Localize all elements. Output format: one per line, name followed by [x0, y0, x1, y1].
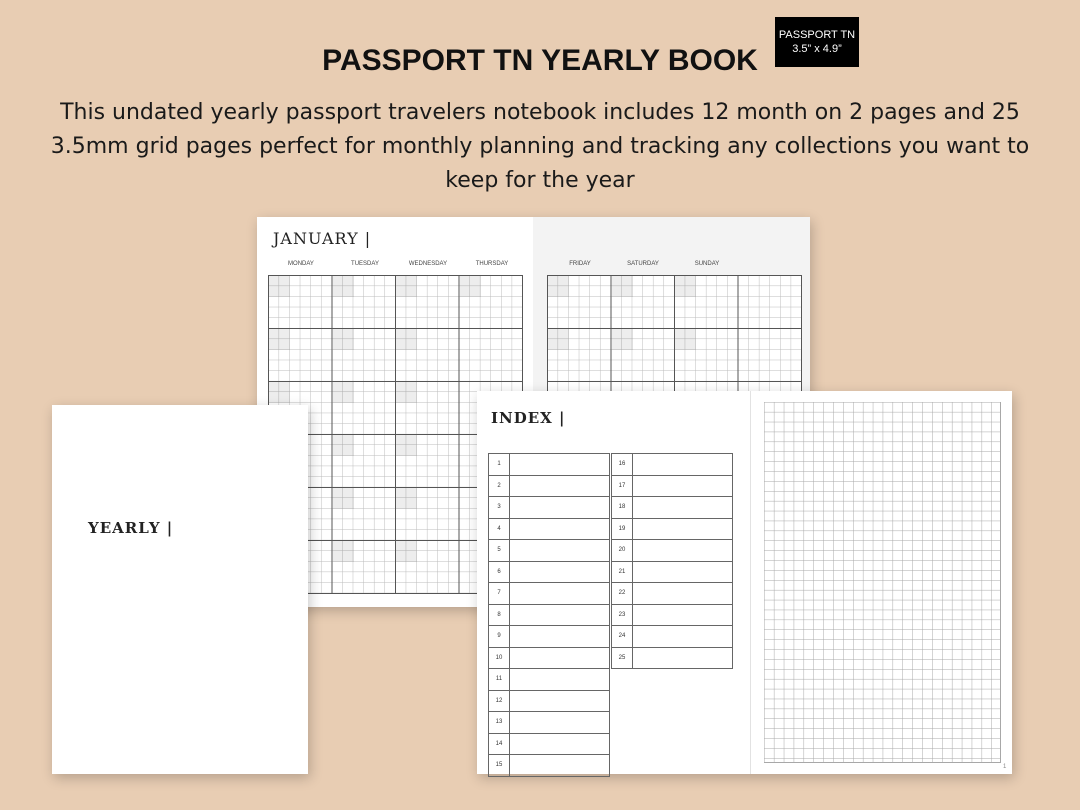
day-number-box	[396, 541, 417, 562]
index-entry-line	[510, 691, 609, 712]
day-sunday: SUNDAY	[694, 261, 720, 267]
day-number-box	[396, 488, 417, 509]
index-number: 19	[612, 519, 633, 540]
index-entry-line	[633, 540, 732, 561]
day-number-box	[333, 382, 354, 403]
index-entry-line	[510, 454, 609, 475]
day-number-box	[548, 276, 569, 297]
product-description: This undated yearly passport travelers notebook includes 12 month on 2 pages and 25 3.5mm grid pages perfect for monthly planning and tracking any collections you want to keep for the year	[50, 100, 1030, 193]
badge-line-1: PASSPORT TN	[778, 29, 856, 41]
index-number: 16	[612, 454, 633, 475]
index-row	[488, 562, 610, 584]
index-spread	[477, 391, 1012, 774]
index-row	[488, 583, 610, 605]
index-number: 20	[612, 540, 633, 561]
index-row	[611, 626, 733, 648]
index-entry-line	[510, 734, 609, 755]
day-wednesday: WEDNESDAY	[408, 261, 448, 267]
yearly-heading: YEARLY |	[88, 519, 174, 537]
index-entry-line	[633, 476, 732, 497]
day-number-box	[675, 276, 696, 297]
index-entry-line	[510, 562, 609, 583]
index-row	[611, 583, 733, 605]
index-number: 22	[612, 583, 633, 604]
index-entry-line	[633, 583, 732, 604]
day-number-box	[396, 329, 417, 350]
day-number-box	[548, 329, 569, 350]
index-row	[611, 497, 733, 519]
index-row	[488, 669, 610, 691]
index-entry-line	[510, 583, 609, 604]
index-number: 5	[489, 540, 510, 561]
day-number-box	[333, 541, 354, 562]
index-row	[488, 519, 610, 541]
index-row	[488, 626, 610, 648]
index-spread-divider	[750, 391, 751, 774]
index-number: 12	[489, 691, 510, 712]
index-row	[488, 540, 610, 562]
index-entry-line	[510, 540, 609, 561]
index-row	[611, 605, 733, 627]
day-number-box	[460, 276, 481, 297]
index-row	[611, 519, 733, 541]
day-number-box	[396, 382, 417, 403]
index-number: 10	[489, 648, 510, 669]
index-column-1	[488, 453, 610, 777]
index-number: 15	[489, 755, 510, 776]
day-tuesday: TUESDAY	[351, 261, 379, 267]
index-entry-line	[633, 562, 732, 583]
index-number: 21	[612, 562, 633, 583]
index-number: 6	[489, 562, 510, 583]
day-monday: MONDAY	[288, 261, 314, 267]
day-number-box	[333, 276, 354, 297]
index-entry-line	[633, 626, 732, 647]
index-number: 2	[489, 476, 510, 497]
index-entry-line	[510, 605, 609, 626]
index-row	[611, 648, 733, 670]
day-number-box	[612, 276, 633, 297]
index-entry-line	[633, 605, 732, 626]
index-row	[488, 476, 610, 498]
page-number: 1	[1003, 764, 1007, 770]
index-row	[488, 605, 610, 627]
index-entry-line	[510, 755, 609, 776]
index-entry-line	[510, 648, 609, 669]
index-entry-line	[633, 497, 732, 518]
index-entry-line	[510, 712, 609, 733]
index-entry-line	[510, 519, 609, 540]
day-number-box	[333, 435, 354, 456]
day-number-box	[333, 329, 354, 350]
day-thursday: THURSDAY	[475, 261, 509, 267]
index-row	[611, 476, 733, 498]
index-number: 4	[489, 519, 510, 540]
badge-line-2: 3.5” x 4.9”	[792, 43, 842, 55]
index-row	[488, 712, 610, 734]
index-entry-line	[510, 476, 609, 497]
index-row	[611, 562, 733, 584]
day-saturday: SATURDAY	[627, 261, 659, 267]
index-number: 17	[612, 476, 633, 497]
index-number: 9	[489, 626, 510, 647]
day-number-box	[333, 488, 354, 509]
index-number: 7	[489, 583, 510, 604]
day-number-box	[396, 435, 417, 456]
day-number-box	[269, 276, 290, 297]
index-number: 3	[489, 497, 510, 518]
index-entry-line	[510, 669, 609, 690]
index-number: 23	[612, 605, 633, 626]
index-row	[611, 540, 733, 562]
yearly-cover-page	[52, 405, 308, 774]
grid-page	[764, 402, 1001, 763]
month-heading: JANUARY |	[273, 229, 372, 248]
index-number: 1	[489, 454, 510, 475]
index-number: 14	[489, 734, 510, 755]
index-number: 24	[612, 626, 633, 647]
day-number-box	[612, 329, 633, 350]
index-entry-line	[510, 626, 609, 647]
index-row	[488, 734, 610, 756]
index-number: 25	[612, 648, 633, 669]
index-entry-line	[510, 497, 609, 518]
index-heading: INDEX |	[491, 409, 566, 427]
day-friday: FRIDAY	[569, 261, 591, 267]
day-number-box	[269, 382, 290, 403]
index-row	[611, 453, 733, 476]
index-entry-line	[633, 454, 732, 475]
index-row	[488, 648, 610, 670]
index-column-2	[611, 453, 733, 669]
index-number: 11	[489, 669, 510, 690]
index-row	[488, 453, 610, 476]
index-row	[488, 691, 610, 713]
day-number-box	[675, 329, 696, 350]
index-number: 8	[489, 605, 510, 626]
index-entry-line	[633, 519, 732, 540]
index-row	[488, 497, 610, 519]
index-row	[488, 755, 610, 777]
index-entry-line	[633, 648, 732, 669]
day-number-box	[396, 276, 417, 297]
page-title: PASSPORT TN YEARLY BOOK	[322, 44, 758, 77]
index-number: 13	[489, 712, 510, 733]
day-number-box	[269, 329, 290, 350]
index-number: 18	[612, 497, 633, 518]
